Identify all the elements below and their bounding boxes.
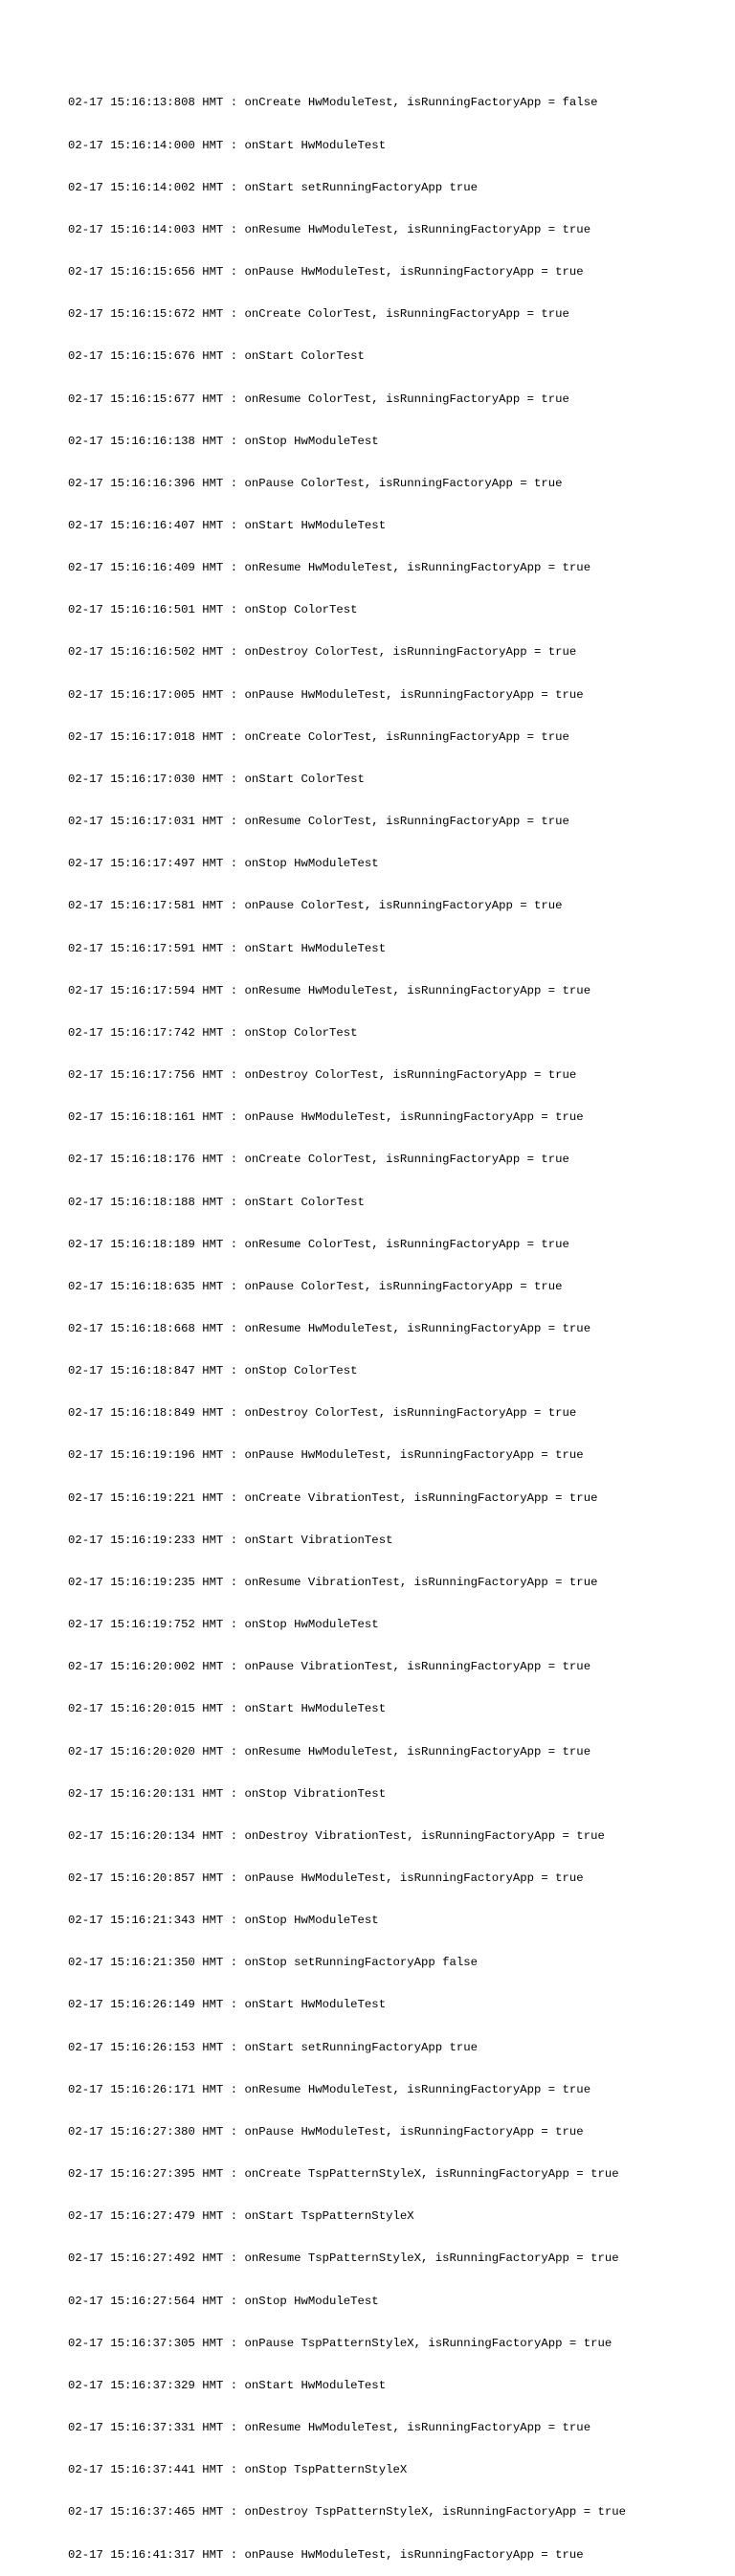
log-line: 02-17 15:16:20:015 HMT : onStart HwModuleTest — [68, 1702, 387, 1716]
log-line: 02-17 15:16:18:668 HMT : onResume HwModuleTest, isRunningFactoryApp = true — [68, 1321, 591, 1335]
log-line: 02-17 15:16:17:591 HMT : onStart HwModuleTest — [68, 941, 387, 955]
log-line: 02-17 15:16:27:395 HMT : onCreate TspPatternStyleX, isRunningFactoryApp = true — [68, 2167, 619, 2182]
log-line: 02-17 15:16:37:465 HMT : onDestroy TspPatternStyleX, isRunningFactoryApp = true — [68, 2505, 626, 2520]
log-line: 02-17 15:16:19:235 HMT : onResume VibrationTest, isRunningFactoryApp = true — [68, 1575, 598, 1589]
log-line: 02-17 15:16:20:131 HMT : onStop VibrationTest — [68, 1786, 387, 1801]
log-line: 02-17 15:16:27:492 HMT : onResume TspPatternStyleX, isRunningFactoryApp = true — [68, 2251, 619, 2266]
log-line: 02-17 15:16:18:161 HMT : onPause HwModuleTest, isRunningFactoryApp = true — [68, 1110, 584, 1125]
log-line: 02-17 15:16:15:672 HMT : onCreate ColorTest, isRunningFactoryApp = true — [68, 307, 569, 322]
log-line: 02-17 15:16:16:409 HMT : onResume HwModuleTest, isRunningFactoryApp = true — [68, 561, 591, 575]
log-line: 02-17 15:16:17:594 HMT : onResume HwModuleTest, isRunningFactoryApp = true — [68, 983, 591, 997]
log-line: 02-17 15:16:20:020 HMT : onResume HwModuleTest, isRunningFactoryApp = true — [68, 1744, 591, 1758]
log-line: 02-17 15:16:15:656 HMT : onPause HwModuleTest, isRunningFactoryApp = true — [68, 265, 584, 280]
log-line: 02-17 15:16:37:441 HMT : onStop TspPatternStyleX — [68, 2463, 408, 2477]
log-line: 02-17 15:16:19:196 HMT : onPause HwModuleTest, isRunningFactoryApp = true — [68, 1448, 584, 1463]
log-line: 02-17 15:16:17:030 HMT : onStart ColorTest — [68, 772, 365, 786]
log-line: 02-17 15:16:14:003 HMT : onResume HwModuleTest, isRunningFactoryApp = true — [68, 222, 591, 236]
log-line: 02-17 15:16:17:005 HMT : onPause HwModuleTest, isRunningFactoryApp = true — [68, 687, 584, 702]
log-line: 02-17 15:16:26:153 HMT : onStart setRunningFactoryApp true — [68, 2040, 479, 2054]
log-line: 02-17 15:16:21:350 HMT : onStop setRunningFactoryApp false — [68, 1956, 479, 1970]
log-line: 02-17 15:16:18:847 HMT : onStop ColorTest — [68, 1364, 358, 1378]
log-line: 02-17 15:16:14:002 HMT : onStart setRunningFactoryApp true — [68, 180, 479, 194]
log-line: 02-17 15:16:18:189 HMT : onResume ColorTest, isRunningFactoryApp = true — [68, 1237, 569, 1251]
log-line: 02-17 15:16:17:497 HMT : onStop HwModuleTest — [68, 857, 379, 871]
log-line: 02-17 15:16:19:752 HMT : onStop HwModuleTest — [68, 1618, 379, 1632]
log-line: 02-17 15:16:27:564 HMT : onStop HwModuleTest — [68, 2294, 379, 2308]
log-line: 02-17 15:16:15:676 HMT : onStart ColorTest — [68, 349, 365, 364]
log-line: 02-17 15:16:17:756 HMT : onDestroy ColorTest, isRunningFactoryApp = true — [68, 1068, 577, 1083]
log-line: 02-17 15:16:17:018 HMT : onCreate ColorTest, isRunningFactoryApp = true — [68, 729, 569, 744]
log-line: 02-17 15:16:13:808 HMT : onCreate HwModuleTest, isRunningFactoryApp = false — [68, 96, 598, 110]
log-line: 02-17 15:16:18:176 HMT : onCreate ColorTest, isRunningFactoryApp = true — [68, 1153, 569, 1167]
log-line: 02-17 15:16:16:407 HMT : onStart HwModuleTest — [68, 519, 387, 532]
log-line: 02-17 15:16:18:635 HMT : onPause ColorTest, isRunningFactoryApp = true — [68, 1279, 563, 1293]
log-line: 02-17 15:16:20:002 HMT : onPause VibrationTest, isRunningFactoryApp = true — [68, 1660, 591, 1674]
log-line: 02-17 15:16:27:479 HMT : onStart TspPatternStyleX — [68, 2209, 414, 2224]
log-line: 02-17 15:16:37:305 HMT : onPause TspPatternStyleX, isRunningFactoryApp = true — [68, 2336, 612, 2350]
log-line: 02-17 15:16:26:171 HMT : onResume HwModuleTest, isRunningFactoryApp = true — [68, 2082, 591, 2096]
log-line: 02-17 15:16:16:138 HMT : onStop HwModuleTest — [68, 434, 379, 448]
log-line: 02-17 15:16:16:396 HMT : onPause ColorTest, isRunningFactoryApp = true — [68, 476, 563, 490]
log-line: 02-17 15:16:17:581 HMT : onPause ColorTest, isRunningFactoryApp = true — [68, 899, 563, 913]
log-line: 02-17 15:16:19:233 HMT : onStart VibrationTest — [68, 1533, 393, 1547]
log-line: 02-17 15:16:17:742 HMT : onStop ColorTest — [68, 1025, 358, 1040]
log-line: 02-17 15:16:20:857 HMT : onPause HwModuleTest, isRunningFactoryApp = true — [68, 1871, 584, 1885]
log-text — [68, 68, 626, 2576]
log-line: 02-17 15:16:41:317 HMT : onPause HwModuleTest, isRunningFactoryApp = true — [68, 2547, 584, 2562]
log-line: 02-17 15:16:37:331 HMT : onResume HwModuleTest, isRunningFactoryApp = true — [68, 2421, 591, 2435]
log-line: 02-17 15:16:15:677 HMT : onResume ColorTest, isRunningFactoryApp = true — [68, 392, 569, 406]
log-line: 02-17 15:16:18:188 HMT : onStart ColorTest — [68, 1195, 365, 1209]
log-line: 02-17 15:16:21:343 HMT : onStop HwModuleTest — [68, 1914, 379, 1928]
log-line: 02-17 15:16:16:502 HMT : onDestroy ColorTest, isRunningFactoryApp = true — [68, 645, 577, 660]
log-line: 02-17 15:16:19:221 HMT : onCreate VibrationTest, isRunningFactoryApp = true — [68, 1490, 598, 1505]
log-line: 02-17 15:16:17:031 HMT : onResume ColorTest, isRunningFactoryApp = true — [68, 815, 569, 829]
log-line: 02-17 15:16:37:329 HMT : onStart HwModuleTest — [68, 2378, 387, 2392]
log-line: 02-17 15:16:18:849 HMT : onDestroy ColorTest, isRunningFactoryApp = true — [68, 1406, 577, 1421]
log-line: 02-17 15:16:14:000 HMT : onStart HwModuleTest — [68, 138, 387, 152]
log-line: 02-17 15:16:26:149 HMT : onStart HwModuleTest — [68, 1998, 387, 2012]
log-line: 02-17 15:16:20:134 HMT : onDestroy VibrationTest, isRunningFactoryApp = true — [68, 1828, 605, 1843]
log-line: 02-17 15:16:16:501 HMT : onStop ColorTest — [68, 603, 358, 617]
log-line: 02-17 15:16:27:380 HMT : onPause HwModuleTest, isRunningFactoryApp = true — [68, 2124, 584, 2139]
